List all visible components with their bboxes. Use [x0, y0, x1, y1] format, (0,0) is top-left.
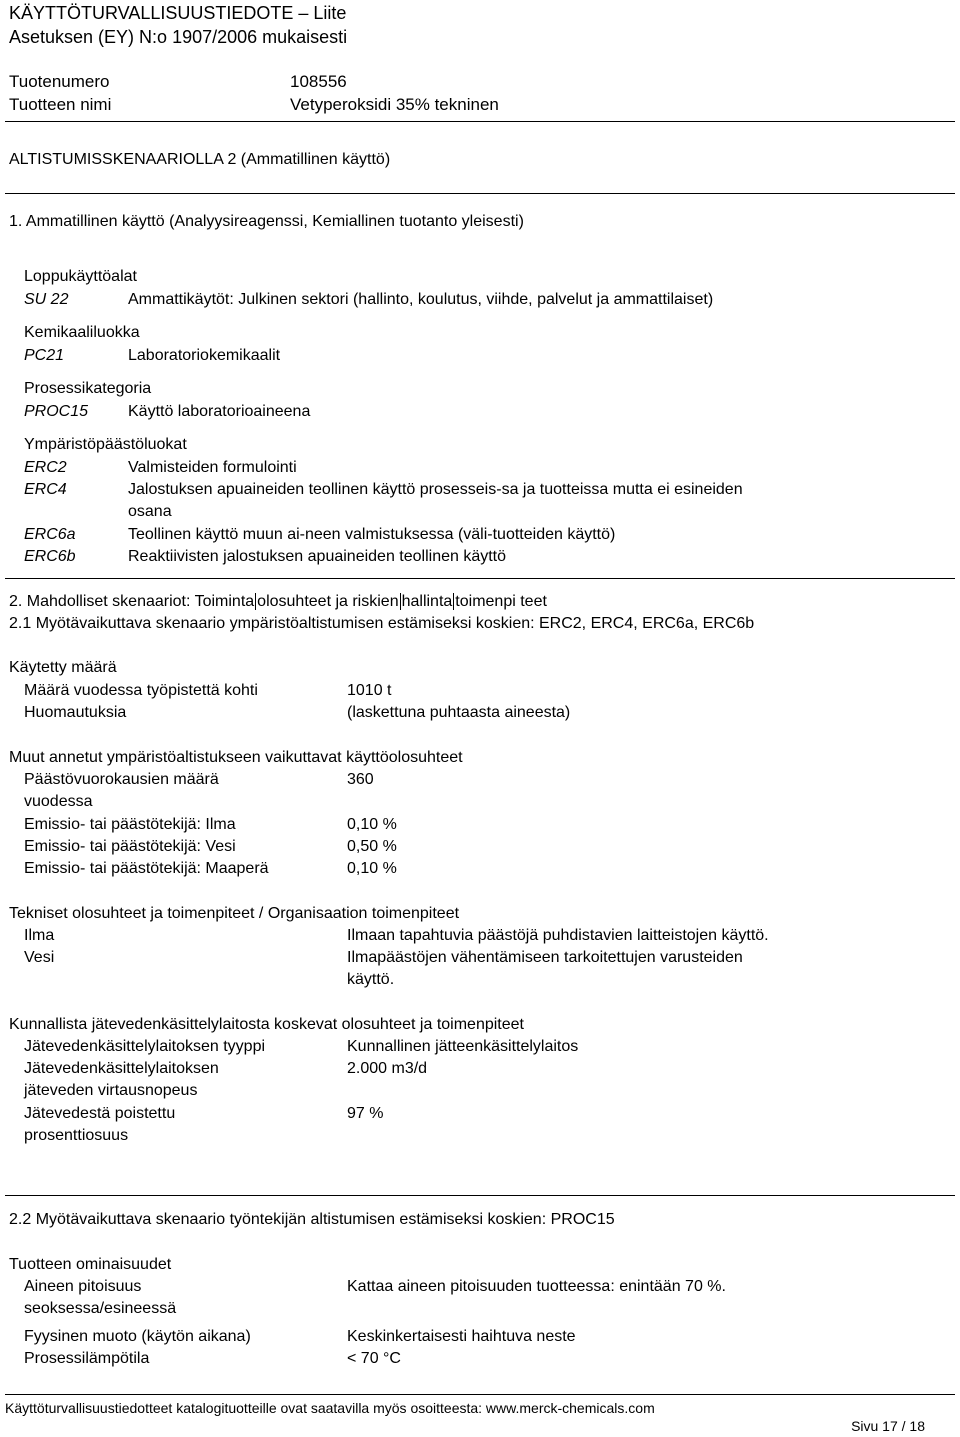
conditions-label-cont: vuodessa [24, 793, 93, 810]
subsection-2-1-title: 2.1 Myötävaikuttava skenaario ympäristöaltistumisen estämiseksi koskien: ERC2, ERC4, ERC6a, ERC6b [9, 615, 755, 632]
conditions-value: 0,10 % [347, 816, 397, 833]
amount-heading: Käytetty määrä [9, 659, 117, 676]
process-category-label: Prosessikategoria [24, 380, 152, 397]
technical-heading: Tekniset olosuhteet ja toimenpiteet / Organisaation toimenpiteet [9, 905, 460, 922]
conditions-value: 0,10 % [347, 860, 397, 877]
env-release-code: ERC6a [24, 526, 76, 543]
scenario-title: ALTISTUMISSKENAARIOLLA 2 (Ammatillinen käyttö) [9, 151, 391, 168]
page-number: Sivu 17 / 18 [851, 1418, 925, 1434]
wastewater-value: 2.000 m3/d [347, 1060, 428, 1077]
section2-title-part: hallinta [401, 593, 453, 610]
wastewater-value: Kunnallinen jätteenkäsittelylaitos [347, 1038, 579, 1055]
subsection-divider [5, 1195, 955, 1196]
section1-title: 1. Ammatillinen käyttö (Analyysireagenssi, Kemiallinen tuotanto yleisesti) [9, 213, 524, 230]
product-props-value: < 70 °C [347, 1350, 401, 1367]
conditions-heading: Muut annetut ympäristöaltistukseen vaikuttavat käyttöolosuhteet [9, 749, 463, 766]
use-sector-code: SU 22 [24, 291, 69, 308]
wastewater-label: Jätevedestä poistettu [24, 1105, 176, 1122]
technical-value: Ilmapäästöjen vähentämiseen tarkoitettujen varusteiden [347, 949, 743, 966]
env-release-text: Valmisteiden formulointi [128, 459, 297, 476]
conditions-label: Emissio- tai päästötekijä: Vesi [24, 838, 236, 855]
wastewater-value: 97 % [347, 1105, 384, 1122]
env-release-code: ERC4 [24, 481, 67, 498]
env-release-code: ERC2 [24, 459, 67, 476]
technical-value-cont: käyttö. [347, 971, 395, 988]
env-release-text: Reaktiivisten jalostuksen apuaineiden teollinen käyttö [128, 548, 507, 565]
use-sector-text: Ammattikäytöt: Julkinen sektori (hallinto, koulutus, viihde, palvelut ja ammattilaiset) [128, 291, 714, 308]
use-sectors-label: Loppukäyttöalat [24, 268, 137, 285]
wastewater-heading: Kunnallista jätevedenkäsittelylaitosta koskevat olosuhteet ja toimenpiteet [9, 1016, 524, 1033]
section2-title [9, 591, 547, 613]
product-props-label-cont: seoksessa/esineessä [24, 1300, 177, 1317]
product-props-label: Aineen pitoisuus [24, 1278, 142, 1295]
chemical-category-text: Laboratoriokemikaalit [128, 347, 281, 364]
footer-divider [5, 1394, 955, 1395]
subsection-2-2-title: 2.2 Myötävaikuttava skenaario työntekijän altistumisen estämiseksi koskien: PROC15 [9, 1211, 615, 1228]
wastewater-label: Jätevedenkäsittelylaitoksen [24, 1060, 219, 1077]
env-release-text-cont: osana [128, 503, 172, 520]
header-divider [5, 121, 955, 122]
technical-label: Vesi [24, 949, 55, 966]
scenario-divider [5, 193, 955, 194]
wastewater-label-cont: jäteveden virtausnopeus [24, 1082, 198, 1099]
chemical-category-label: Kemikaaliluokka [24, 324, 140, 341]
product-props-label: Fyysinen muoto (käytön aikana) [24, 1328, 251, 1345]
product-props-heading: Tuotteen ominaisuudet [9, 1256, 172, 1273]
wastewater-label: Jätevedenkäsittelylaitoksen tyyppi [24, 1038, 266, 1055]
section2-title-part: olosuhteet ja riskien [257, 593, 399, 610]
technical-label: Ilma [24, 927, 55, 944]
env-release-text: Teollinen käyttö muun ai-neen valmistuksessa (väli-tuotteiden käyttö) [128, 526, 616, 543]
env-release-code: ERC6b [24, 548, 76, 565]
product-name-label: Tuotteen nimi [9, 95, 112, 114]
section1-divider [5, 578, 955, 579]
product-name: Vetyperoksidi 35% tekninen [290, 95, 499, 114]
amount-value: 1010 t [347, 682, 392, 699]
process-category-text: Käyttö laboratorioaineena [128, 403, 311, 420]
process-category-code: PROC15 [24, 403, 89, 420]
section2-title-part: 2. Mahdolliset skenaariot: Toiminta [9, 593, 255, 610]
product-props-value: Kattaa aineen pitoisuuden tuotteessa: enintään 70 %. [347, 1278, 726, 1295]
technical-value: Ilmaan tapahtuvia päästöjä puhdistavien laitteistojen käyttö. [347, 927, 769, 944]
footer-note: Käyttöturvallisuustiedotteet katalogituotteille ovat saatavilla myös osoitteesta: www.merck-chemicals.com [5, 1400, 655, 1416]
amount-label: Huomautuksia [24, 704, 127, 721]
conditions-label: Päästövuorokausien määrä [24, 771, 219, 788]
section2-title-part: toimenpi teet [455, 593, 547, 610]
product-number: 108556 [290, 72, 347, 91]
product-number-label: Tuotenumero [9, 72, 110, 91]
product-props-label: Prosessilämpötila [24, 1350, 150, 1367]
chemical-category-code: PC21 [24, 347, 65, 364]
env-release-label: Ympäristöpäästöluokat [24, 436, 187, 453]
conditions-label: Emissio- tai päästötekijä: Maaperä [24, 860, 269, 877]
document-title: KÄYTTÖTURVALLISUUSTIEDOTE – Liite [9, 3, 347, 23]
document-subtitle: Asetuksen (EY) N:o 1907/2006 mukaisesti [9, 27, 348, 47]
conditions-label: Emissio- tai päästötekijä: Ilma [24, 816, 236, 833]
conditions-value: 360 [347, 771, 374, 788]
conditions-value: 0,50 % [347, 838, 397, 855]
env-release-text: Jalostuksen apuaineiden teollinen käyttö prosesseis-sa ja tuotteissa mutta ei esineiden [128, 481, 743, 498]
amount-label: Määrä vuodessa työpistettä kohti [24, 682, 258, 699]
amount-value: (laskettuna puhtaasta aineesta) [347, 704, 571, 721]
product-props-value: Keskinkertaisesti haihtuva neste [347, 1328, 576, 1345]
wastewater-label-cont: prosenttiosuus [24, 1127, 129, 1144]
